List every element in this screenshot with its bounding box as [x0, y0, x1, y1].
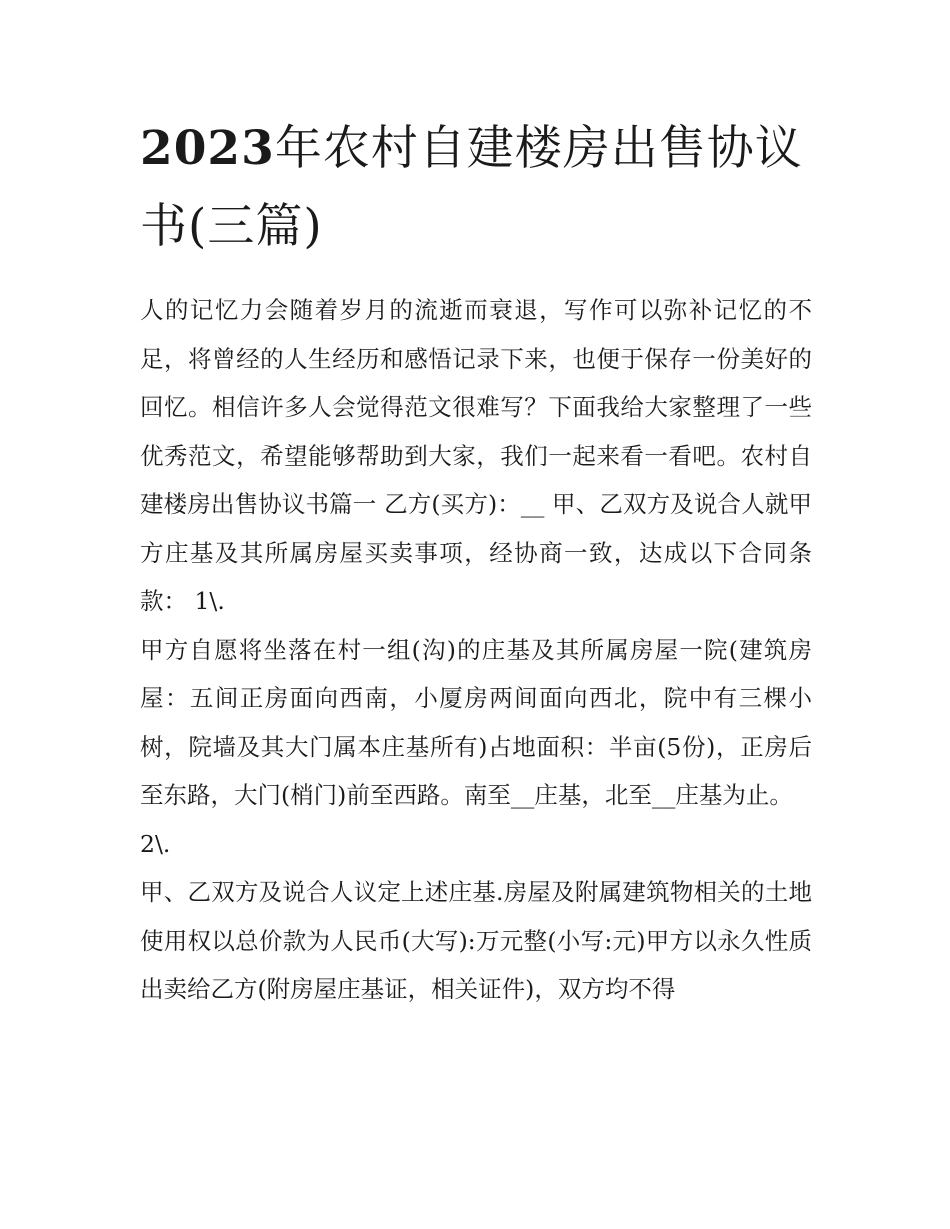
clause-2-paragraph: 甲、乙双方及说合人议定上述庄基.房屋及附属建筑物相关的土地使用权以总价款为人民币(大写):万元整(小写:元)甲方以永久性质出卖给乙方(附房屋庄基证，相关证件)，双方均不得 [140, 878, 812, 1003]
document-page [140, 110, 812, 1014]
document-title [140, 110, 812, 266]
intro-paragraph: 人的记忆力会随着岁月的流逝而衰退，写作可以弥补记忆的不足，将曾经的人生经历和感悟记录下来，也便于保存一份美好的回忆。相信许多人会觉得范文很难写？下面我给大家整理了一些优秀范文，希望能够帮助到大家，我们一起来看一看吧。农村自建楼房出售协议书篇一 乙方(买方)：__ 甲、乙双方及说合人就甲方庄基及其所属房屋买卖事项，经协商一致，达成以下合同条款： 1\. [140, 296, 812, 615]
clause-1-paragraph: 甲方自愿将坐落在村一组(沟)的庄基及其所属房屋一院(建筑房屋：五间正房面向西南，小厦房两间面向西北，院中有三棵小树，院墙及其大门属本庄基所有)占地面积：半亩(5份)，正房后至东路，大门(梢门)前至西路。南至__庄基，北至__庄基为止。 [140, 635, 812, 809]
title-year: 2023 [140, 121, 275, 176]
title-text: 年农村自建楼房出售协议书(三篇) [140, 121, 803, 254]
clause-2-number: 2\. [140, 829, 171, 858]
document-body [140, 286, 812, 1014]
